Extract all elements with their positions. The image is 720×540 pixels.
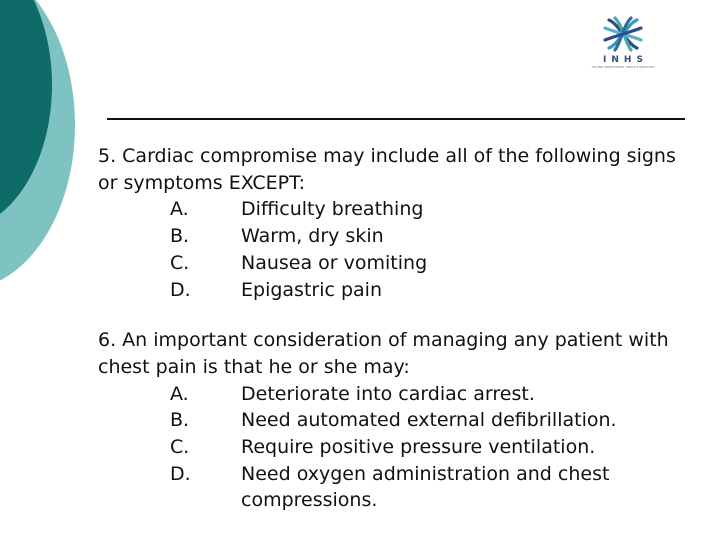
option-letter: A. (170, 198, 189, 221)
option-text: Warm, dry skin (241, 225, 384, 248)
inhs-logo (568, 14, 678, 76)
inhs-knot-icon (601, 14, 645, 54)
option-letter: B. (170, 409, 190, 432)
option-text: Need automated external defibrillation. (241, 409, 617, 432)
option-letter: C. (170, 251, 190, 274)
question-6 (98, 327, 698, 514)
answer-option-c (98, 250, 698, 277)
option-letter: D. (170, 462, 191, 485)
answer-options (98, 381, 698, 515)
option-letter: A. (170, 382, 189, 405)
option-text: Need oxygen administration and chest compressions. (241, 462, 610, 512)
option-letter: D. (170, 278, 191, 301)
answer-option-c (98, 434, 698, 461)
option-letter: C. (170, 436, 190, 459)
option-text: Require positive pressure ventilation. (241, 436, 596, 459)
logo-tagline: INLAND NORTHWEST HEALTH SERVICES (591, 65, 655, 69)
answer-option-a (98, 196, 698, 223)
question-text: 6. An important consideration of managing any patient with chest pain is that he or she may: (98, 329, 669, 378)
answer-option-a (98, 381, 698, 408)
answer-option-b (98, 407, 698, 434)
quiz-content (98, 143, 698, 514)
option-text: Nausea or vomiting (241, 251, 428, 274)
option-text: Difficulty breathing (241, 198, 424, 221)
decorative-side-shapes (0, 0, 80, 540)
question-text: 5. Cardiac compromise may include all of the following signs or symptoms EXCEPT: (98, 145, 676, 194)
answer-option-b (98, 223, 698, 250)
logo-name: INHS (603, 55, 648, 65)
option-text: Epigastric pain (241, 278, 382, 301)
answer-options (98, 196, 698, 303)
option-letter: B. (170, 225, 190, 248)
title-divider (107, 118, 685, 120)
option-text: Deteriorate into cardiac arrest. (241, 382, 535, 405)
question-5 (98, 143, 698, 303)
answer-option-d (98, 461, 698, 514)
answer-option-d (98, 277, 698, 304)
